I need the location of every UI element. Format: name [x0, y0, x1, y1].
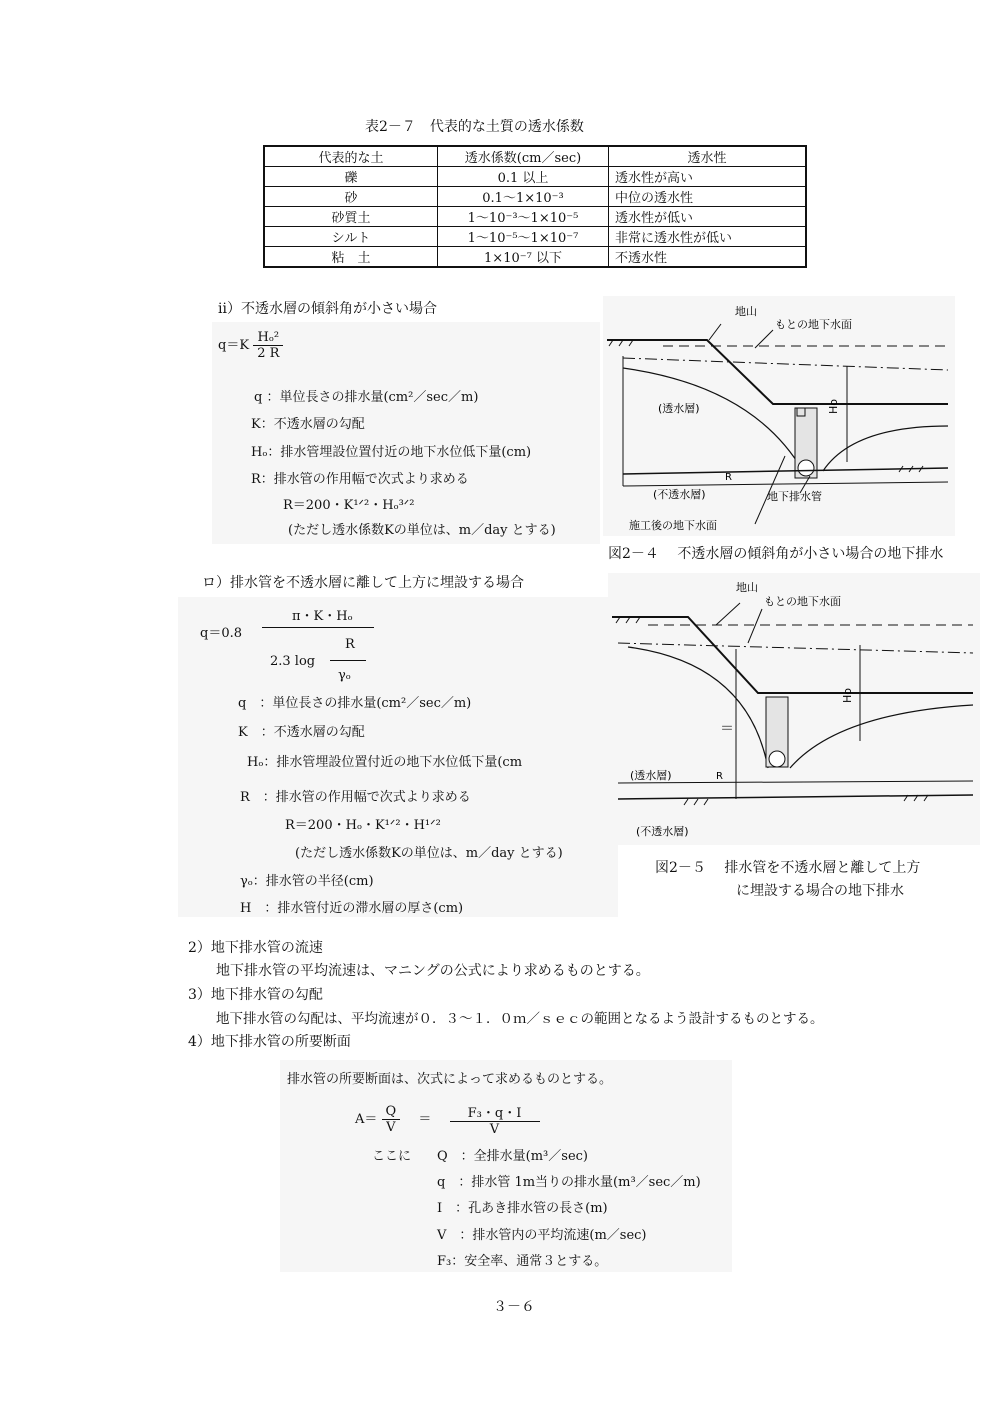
case-ii-def: R＝200・K¹ᐟ²・Hₒ³ᐟ² [283, 498, 415, 513]
case-ro-formula-numerator: π・K・Hₒ [292, 609, 353, 624]
case-ii-formula [218, 330, 283, 361]
formula-fraction [253, 330, 283, 361]
case-ro-def: H ：排水管付近の滞水層の厚さ(cm) [240, 901, 464, 916]
area-def: I ：孔あき排水管の長さ(m) [437, 1201, 608, 1216]
case-ro-formula-r: R [345, 637, 355, 652]
area-lhs: A＝ [355, 1112, 378, 1127]
case-ro-formula-gamma: γₒ [338, 668, 351, 683]
fig24-label: (不透水層) [653, 488, 706, 501]
cell-soil: 砂質土 [264, 207, 438, 227]
cell-permeability: 不透水性 [609, 247, 807, 268]
table-row [264, 167, 806, 187]
cell-permeability: 透水性が低い [609, 207, 807, 227]
table-header-row [264, 146, 806, 167]
case-ro-def: K ：不透水層の勾配 [238, 725, 365, 740]
cell-coefficient: 1～10⁻³～1×10⁻⁵ [438, 207, 609, 227]
formula-denominator: 2 R [257, 346, 280, 361]
formula-numerator: Hₒ² [253, 330, 283, 346]
case-ro-heading: ロ）排水管を不透水層に離して上方に埋設する場合 [202, 575, 524, 591]
table-row [264, 207, 806, 227]
area-def: q ：排水管 1m当りの排水量(m³／sec／m) [437, 1175, 701, 1190]
fig25-label: (透水層) [630, 769, 672, 782]
table-row [264, 187, 806, 207]
header-soil: 代表的な土 [264, 146, 438, 167]
case-ro-def: γₒ：排水管の半径(cm) [240, 874, 374, 889]
figure-2-5-caption-line2: に埋設する場合の地下排水 [736, 883, 904, 899]
case-ro-fraction-bar [262, 627, 374, 628]
fig24-label: 地山 [735, 305, 757, 318]
case-ii-def: Hₒ：排水管埋設位置付近の地下水位低下量(cm) [251, 445, 532, 460]
cell-permeability: 非常に透水性が低い [609, 227, 807, 247]
page-number: ３－６ [493, 1299, 535, 1315]
area-f2-num: F₃・q・I [450, 1102, 540, 1122]
cell-coefficient: 1×10⁻⁷ 以下 [438, 247, 609, 268]
figure-2-4-caption: 図2－４ 不透水層の傾斜角が小さい場合の地下排水 [608, 546, 944, 562]
case-ii-def: K：不透水層の勾配 [251, 417, 365, 432]
table-caption: 表2－７ 代表的な土質の透水係数 [365, 119, 584, 135]
case-ro-def: R ：排水管の作用幅で次式より求める [240, 790, 471, 805]
cell-soil: シルト [264, 227, 438, 247]
area-def: Q ：全排水量(m³／sec) [437, 1149, 588, 1164]
area-formula [355, 1102, 540, 1137]
case-ro-formula-log: 2.3 log [270, 654, 316, 669]
area-fraction-2 [450, 1102, 540, 1137]
table-row [264, 227, 806, 247]
cell-permeability: 透水性が高い [609, 167, 807, 187]
section-body: 地下排水管の平均流速は、マニングの公式により求めるものとする。 [216, 963, 650, 979]
fig24-label: Ho [827, 398, 840, 414]
fig25-label: 地山 [736, 581, 758, 594]
fig24-label: (透水層) [658, 402, 700, 415]
section-heading: 4）地下排水管の所要断面 [188, 1034, 351, 1050]
cell-soil: 粘 土 [264, 247, 438, 268]
area-intro: 排水管の所要断面は、次式によって求めるものとする。 [287, 1072, 613, 1087]
fig24-label: 地下排水管 [767, 490, 822, 503]
header-coefficient: 透水係数(cm／sec) [438, 146, 609, 167]
case-ro-inner-bar [330, 660, 366, 661]
case-ii-heading: ⅱ）不透水層の傾斜角が小さい場合 [218, 301, 437, 317]
area-eq: ＝ [418, 1112, 432, 1127]
section-heading: 2）地下排水管の流速 [188, 940, 323, 956]
fig24-label: R [725, 472, 732, 483]
fig24-label: もとの地下水面 [775, 318, 852, 331]
case-ro-def: Hₒ：排水管埋設位置付近の地下水位低下量(cm [247, 755, 523, 770]
header-permeability: 透水性 [609, 146, 807, 167]
case-ii-def: q ：単位長さの排水量(cm²／sec／m) [254, 390, 479, 405]
area-f1-den: V [386, 1120, 396, 1135]
case-ii-def: (ただし透水係数Kの単位は、m／day とする) [288, 523, 556, 538]
area-f2-den: V [489, 1122, 500, 1137]
cell-coefficient: 1～10⁻⁵～1×10⁻⁷ [438, 227, 609, 247]
area-def: F₃：安全率、通常３とする。 [437, 1254, 608, 1269]
case-ii-def: R：排水管の作用幅で次式より求める [251, 472, 469, 487]
figure-2-4-diagram [603, 296, 955, 536]
area-koko: ここに [372, 1149, 412, 1164]
cell-soil: 砂 [264, 187, 438, 207]
area-def: V ：排水管内の平均流速(m／sec) [437, 1228, 647, 1243]
figure-2-5-caption-line1: 図2－５ 排水管を不透水層と離して上方 [655, 860, 921, 876]
section-body: 地下排水管の勾配は、平均流速が０．３～１．０ｍ／ｓｅｃの範囲となるよう設計するものとする。 [216, 1011, 824, 1027]
fig25-label: (不透水層) [636, 825, 689, 838]
case-ro-def: (ただし透水係数Kの単位は、m／day とする) [295, 846, 563, 861]
figure-2-5-diagram [608, 573, 980, 845]
fig25-label: もとの地下水面 [764, 595, 841, 608]
fig25-label: ＝ [720, 721, 734, 737]
fig25-label: R [716, 771, 723, 782]
cell-coefficient: 0.1 以上 [438, 167, 609, 187]
formula-lhs: q＝K [218, 338, 250, 353]
case-ro-def: R＝200・Hₒ・K¹ᐟ²・H¹ᐟ² [285, 818, 441, 833]
table-row [264, 247, 806, 268]
cell-permeability: 中位の透水性 [609, 187, 807, 207]
fig25-label: Ho [841, 687, 854, 703]
section-heading: 3）地下排水管の勾配 [188, 987, 323, 1003]
area-fraction-1 [382, 1104, 401, 1135]
fig24-label: 施工後の地下水面 [629, 519, 717, 532]
cell-coefficient: 0.1～1×10⁻³ [438, 187, 609, 207]
cell-soil: 礫 [264, 167, 438, 187]
permeability-table [263, 145, 807, 268]
case-ro-def: q ：単位長さの排水量(cm²／sec／m) [238, 696, 472, 711]
case-ro-formula-lhs: q＝0.8 [200, 626, 242, 641]
area-f1-num: Q [382, 1104, 401, 1120]
